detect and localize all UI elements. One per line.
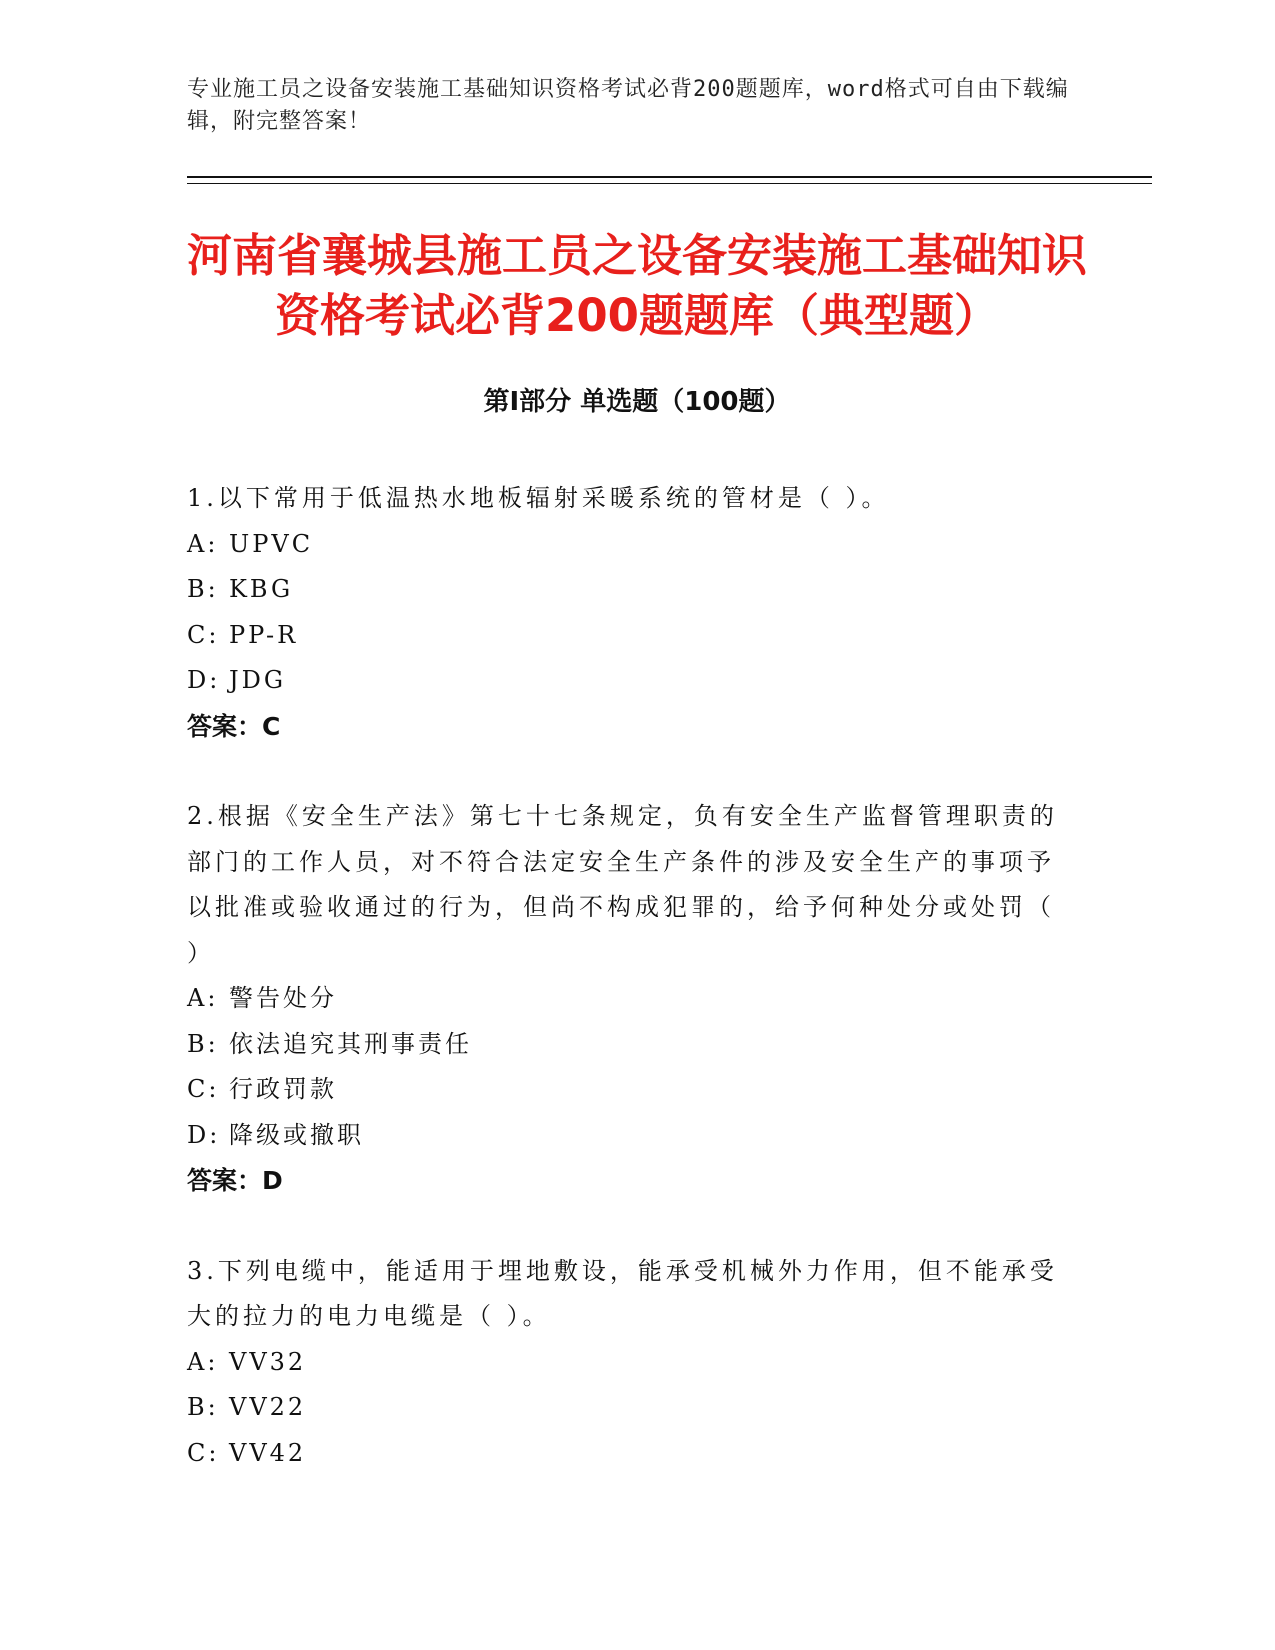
- question-list: [187, 476, 1067, 1521]
- option-key: A:: [187, 529, 219, 558]
- option-a: [187, 976, 1067, 1022]
- option-c: [187, 1431, 1067, 1477]
- option-text: 降级或撤职: [229, 1120, 364, 1149]
- option-text: UPVC: [229, 529, 314, 558]
- question-stem: 2.根据《安全生产法》第七十七条规定，负有安全生产监督管理职责的部门的工作人员，对不符合法定安全生产条件的涉及安全生产的事项予以批准或验收通过的行为，但尚不构成犯罪的，给予何种处分或处罚（ ）: [187, 802, 1058, 967]
- option-key: B:: [187, 1393, 219, 1421]
- option-text: VV42: [229, 1438, 307, 1467]
- question-2: [187, 794, 1067, 1204]
- option-d: [187, 1113, 1067, 1159]
- option-text: PP-R: [229, 620, 299, 649]
- option-b: [187, 1022, 1067, 1068]
- option-key: C:: [187, 1075, 220, 1103]
- header-note: 专业施工员之设备安装施工基础知识资格考试必背200题题库，word格式可自由下载编辑，附完整答案！: [187, 77, 1069, 134]
- question-stem: 1.以下常用于低温热水地板辐射采暖系统的管材是（ ）。: [187, 484, 890, 512]
- option-text: JDG: [229, 666, 287, 694]
- option-a: [187, 522, 1067, 568]
- document-title: 河南省襄城县施工员之设备安装施工基础知识资格考试必背200题题库（典型题）: [187, 229, 1088, 342]
- option-text: VV32: [229, 1347, 307, 1376]
- option-text: 警告处分: [229, 984, 337, 1012]
- option-text: 依法追究其刑事责任: [229, 1029, 472, 1058]
- option-d: [187, 658, 1067, 704]
- answer: 答案：D: [187, 1166, 283, 1195]
- option-text: KBG: [229, 575, 294, 603]
- question-1: [187, 476, 1067, 749]
- header-divider-thin: [187, 183, 1152, 184]
- option-b: [187, 567, 1067, 613]
- option-key: C:: [187, 620, 220, 649]
- option-c: [187, 1067, 1067, 1113]
- section-title: 第Ⅰ部分 单选题（100题）: [483, 387, 791, 417]
- option-key: D:: [187, 1120, 221, 1149]
- option-key: C:: [187, 1438, 220, 1467]
- question-stem: 3.下列电缆中，能适用于埋地敷设，能承受机械外力作用，但不能承受大的拉力的电力电缆是（ ）。: [187, 1256, 1058, 1330]
- option-text: 行政罚款: [229, 1075, 337, 1103]
- option-key: B:: [187, 575, 219, 603]
- option-key: B:: [187, 1029, 219, 1058]
- question-3: [187, 1249, 1067, 1477]
- option-c: [187, 613, 1067, 659]
- header-divider-thick: [187, 176, 1152, 178]
- answer: 答案：C: [187, 711, 281, 741]
- option-key: D:: [187, 666, 221, 694]
- option-key: A:: [187, 1347, 219, 1376]
- option-a: [187, 1340, 1067, 1386]
- option-b: [187, 1385, 1067, 1431]
- option-text: VV22: [229, 1393, 307, 1421]
- option-key: A:: [187, 984, 219, 1012]
